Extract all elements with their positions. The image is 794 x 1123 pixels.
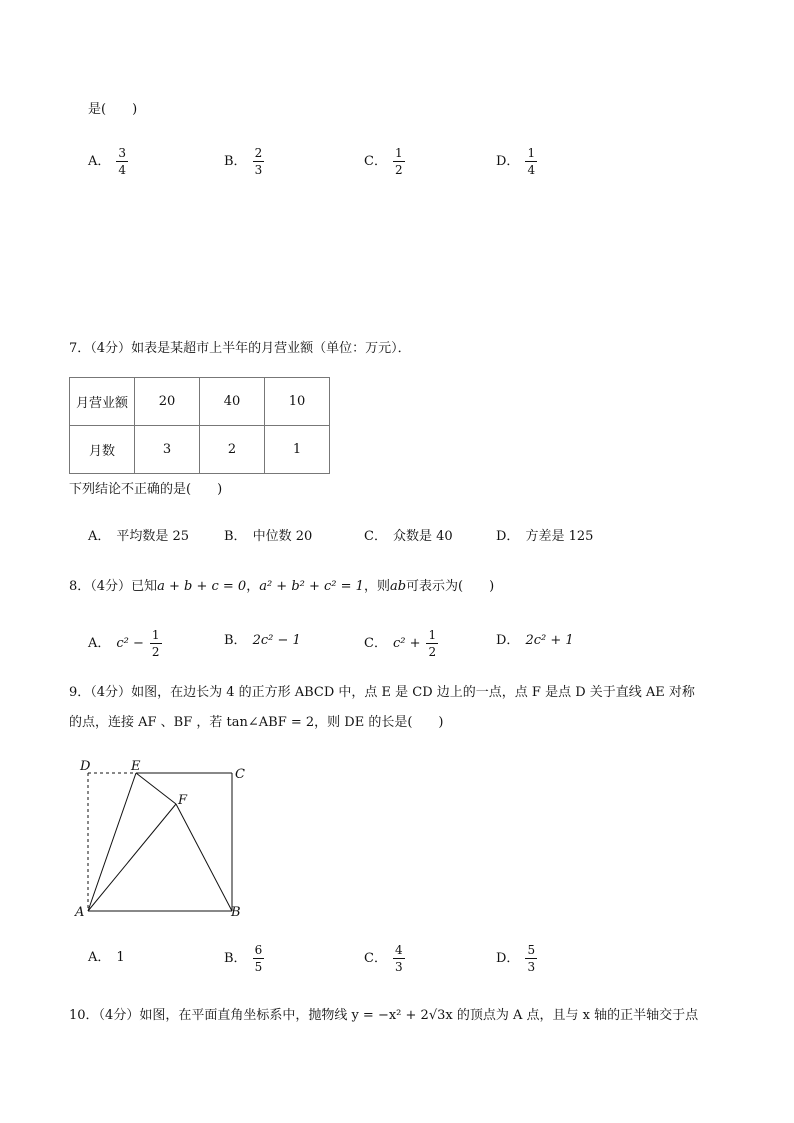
q7-table <box>69 377 330 474</box>
table-row <box>70 426 330 474</box>
option-letter: C． <box>364 153 387 169</box>
point-label-f: F <box>178 793 188 808</box>
option-letter: C． <box>364 950 387 966</box>
math-expression: c² + <box>392 635 421 651</box>
option-letter: D． <box>496 950 520 966</box>
math-expression: ab <box>389 579 407 594</box>
math-expression: a² + b² + c² = 1 <box>259 579 364 594</box>
option-letter: B． <box>224 529 247 544</box>
question-text: ，则 <box>363 579 390 594</box>
option-text: 1 <box>116 950 125 965</box>
fraction: $\frac{1}{4}$ <box>527 146 536 177</box>
q9-stem-line2: 的点，连接 AF 、BF ，若 tan∠ABF = 2，则 DE 的长是( ) <box>69 715 444 730</box>
question-number: 7． <box>69 341 91 356</box>
math-expression: a + b + c = 0 <box>157 579 247 594</box>
row-header: 月营业额 <box>70 378 135 426</box>
question-number: 9． <box>69 685 91 700</box>
table-cell: 40 <box>200 378 265 426</box>
question-score: （4分） <box>98 1008 140 1023</box>
option-text: 众数是 40 <box>392 529 453 544</box>
question-text: 如图，在边长为 4 的正方形 ABCD 中，点 E 是 CD 边上的一点，点 F 是点 D 关于直线 AE 对称 <box>131 685 695 700</box>
option-letter: D． <box>496 633 520 648</box>
question-score: （4分） <box>90 579 132 594</box>
q8-option-d[interactable] <box>496 632 574 650</box>
question-score: （4分） <box>90 685 132 700</box>
q9-figure <box>70 755 255 925</box>
q8-option-a[interactable] <box>88 628 162 659</box>
q6-option-b[interactable] <box>224 146 264 177</box>
table-cell: 20 <box>135 378 200 426</box>
option-letter: A． <box>88 529 111 544</box>
segment-ef <box>136 773 176 804</box>
segment-ae <box>88 773 136 911</box>
q8-option-b[interactable] <box>224 632 301 650</box>
q7-option-b[interactable] <box>224 528 312 546</box>
q6-stem-tail: 是( ) <box>88 102 138 117</box>
option-text: 方差是 125 <box>525 529 594 544</box>
q7-question: 下列结论不正确的是( ) <box>69 482 223 497</box>
question-number: 10． <box>69 1008 99 1023</box>
question-score: （4分） <box>90 341 132 356</box>
math-expression: 2c² + 1 <box>525 633 574 648</box>
table-cell: 2 <box>200 426 265 474</box>
option-letter: D． <box>496 153 520 169</box>
q6-option-c[interactable] <box>364 146 405 177</box>
q8-option-c[interactable] <box>364 628 438 659</box>
q9-option-c[interactable] <box>364 943 405 974</box>
fraction: $\frac{5}{3}$ <box>527 943 536 974</box>
fraction: $\frac{3}{4}$ <box>118 146 127 177</box>
fraction: $\frac{1}{2}$ <box>394 146 403 177</box>
point-label-d: D <box>80 759 91 774</box>
table-row <box>70 378 330 426</box>
option-letter: D． <box>496 529 520 544</box>
point-label-a: A <box>75 905 85 920</box>
q9-option-d[interactable] <box>496 943 537 974</box>
q9-stem-line1 <box>69 684 695 702</box>
point-label-c: C <box>235 767 245 782</box>
option-letter: B． <box>224 950 247 966</box>
q7-stem <box>69 340 411 358</box>
q7-option-a[interactable] <box>88 528 189 546</box>
table-cell: 10 <box>265 378 330 426</box>
question-text: 如表是某超市上半年的月营业额（单位：万元）． <box>131 341 411 356</box>
option-letter: A． <box>88 153 111 169</box>
point-label-b: B <box>231 905 241 920</box>
segment-bf <box>176 804 232 911</box>
fraction: $\frac{1}{2}$ <box>428 628 437 659</box>
option-letter: A． <box>88 950 111 965</box>
table-cell: 1 <box>265 426 330 474</box>
fraction: $\frac{2}{3}$ <box>254 146 263 177</box>
option-letter: B． <box>224 153 247 169</box>
option-letter: B． <box>224 633 247 648</box>
fraction: $\frac{4}{3}$ <box>394 943 403 974</box>
q6-option-a[interactable] <box>88 146 128 177</box>
math-expression: c² − <box>116 635 144 651</box>
question-number: 8． <box>69 579 91 594</box>
fraction: $\frac{1}{2}$ <box>151 628 160 659</box>
question-text: 可表示为( ) <box>406 579 495 594</box>
point-label-e: E <box>131 759 141 774</box>
table-cell: 3 <box>135 426 200 474</box>
option-letter: C． <box>364 529 387 544</box>
q8-stem <box>69 578 494 596</box>
fraction: $\frac{6}{5}$ <box>254 943 263 974</box>
option-text: 平均数是 25 <box>116 529 190 544</box>
q9-option-a[interactable] <box>88 949 125 967</box>
q10-stem-line1 <box>69 1007 698 1025</box>
option-text: 中位数 20 <box>252 529 313 544</box>
segment-af <box>88 804 176 911</box>
option-letter: C． <box>364 635 387 651</box>
q6-option-d[interactable] <box>496 146 537 177</box>
math-expression: 2c² − 1 <box>252 633 301 648</box>
q9-option-b[interactable] <box>224 943 264 974</box>
separator: ， <box>246 579 260 594</box>
question-text: 如图，在平面直角坐标系中，抛物线 y = −x² + 2√3x 的顶点为 A 点，且与 x 轴的正半轴交于点 <box>139 1008 699 1023</box>
q7-option-c[interactable] <box>364 528 453 546</box>
option-letter: A． <box>88 635 111 651</box>
row-header: 月数 <box>70 426 135 474</box>
q7-option-d[interactable] <box>496 528 593 546</box>
question-text: 已知 <box>131 579 158 594</box>
